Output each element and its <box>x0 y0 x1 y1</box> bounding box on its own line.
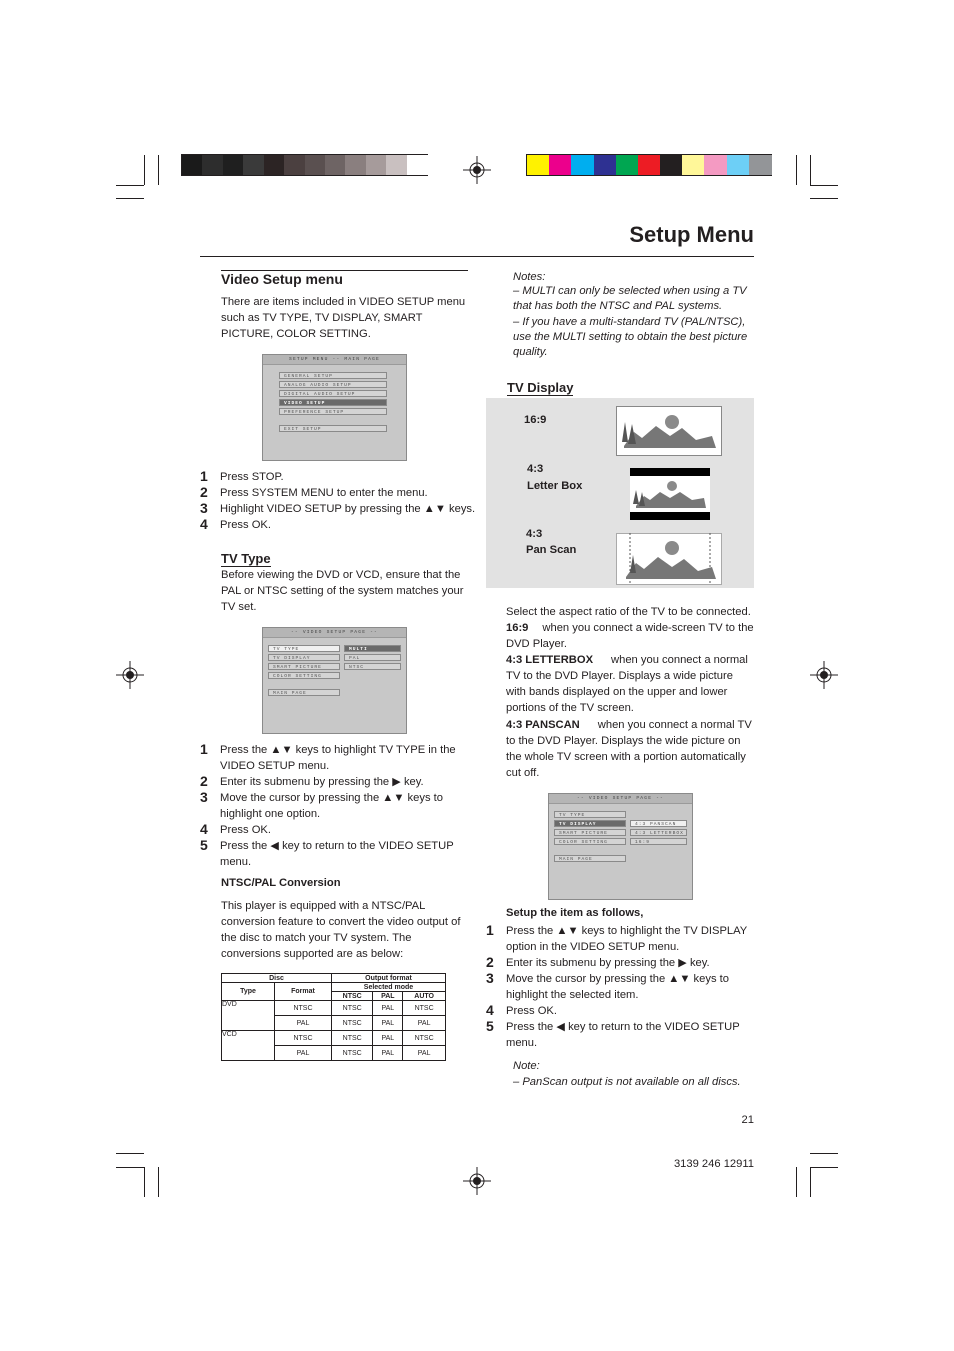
step-text: Press the ▲▼ keys to highlight the TV DISPLAY <box>506 925 748 937</box>
table-cell: NTSC <box>275 1001 332 1016</box>
step <box>200 501 480 517</box>
osd-item: MAIN PAGE <box>268 689 340 696</box>
step-number: 1 <box>200 468 208 484</box>
aspect-label: 4:3 <box>527 463 544 475</box>
table-row <box>222 1001 446 1016</box>
table-cell: PAL <box>373 1001 403 1016</box>
note-item: – MULTI can only be selected when using a TV that has both the NTSC and PAL systems. <box>513 285 747 312</box>
aspect-label: Letter Box <box>527 480 583 492</box>
color-swatch <box>660 155 683 175</box>
osd-option: 4:3 LETTERBOX <box>630 829 687 836</box>
table-header-type: Type <box>222 983 275 1001</box>
color-swatch <box>594 155 617 175</box>
registration-mark-icon <box>116 661 144 689</box>
osd-item: GENERAL SETUP <box>279 372 387 379</box>
osd-item-active: TV TYPE <box>268 645 340 652</box>
tv-type-heading: TV Type <box>221 551 271 566</box>
step <box>200 774 480 790</box>
step-number: 3 <box>200 500 208 516</box>
table-header-selected-mode: Selected mode <box>332 983 446 992</box>
color-swatch <box>305 155 326 175</box>
color-swatch <box>223 155 244 175</box>
step-text: VIDEO SETUP menu. <box>220 760 330 772</box>
step-number: 3 <box>486 970 494 986</box>
step <box>486 1003 756 1019</box>
color-swatch <box>638 155 661 175</box>
conversion-table <box>221 973 446 1061</box>
osd-item: SMART PICTURE <box>554 829 626 836</box>
step-text: Press OK. <box>220 824 271 836</box>
osd-item: COLOR SETTING <box>554 838 626 845</box>
step-text: highlight the selected item. <box>506 989 639 1001</box>
tv-display-heading: TV Display <box>507 380 574 395</box>
step <box>200 469 480 485</box>
table-header-mode: PAL <box>373 992 403 1001</box>
osd-item: MAIN PAGE <box>554 855 626 862</box>
color-swatch <box>345 155 366 175</box>
table-cell-type: VCD <box>222 1031 275 1061</box>
page-title: Setup Menu <box>629 222 754 247</box>
ntsc-pal-heading: NTSC/PAL Conversion <box>221 877 341 889</box>
osd-header: -- VIDEO SETUP PAGE -- <box>263 628 406 638</box>
grayscale-color-bar <box>181 154 428 176</box>
osd-item: ANALOG AUDIO SETUP <box>279 381 387 388</box>
aspect-label: Pan Scan <box>526 544 577 556</box>
aspect-label: 4:3 <box>526 528 543 540</box>
step-number: 1 <box>200 741 208 757</box>
step-text: highlight one option. <box>220 808 321 820</box>
step <box>486 923 756 955</box>
step <box>200 838 480 870</box>
registration-mark-icon <box>463 1167 491 1195</box>
step-text: Press SYSTEM MENU to enter the menu. <box>220 487 428 499</box>
osd-option-selected: MULTI <box>344 645 401 652</box>
osd-item: COLOR SETTING <box>268 672 340 679</box>
color-swatch <box>527 155 550 175</box>
step-number: 4 <box>200 516 208 532</box>
step-text: option in the VIDEO SETUP menu. <box>506 941 680 953</box>
osd-item: PREFERENCE SETUP <box>279 408 387 415</box>
document-code: 3139 246 12911 <box>673 1158 754 1170</box>
osd-item-selected: VIDEO SETUP <box>279 399 387 406</box>
definition-panscan <box>506 717 754 781</box>
table-cell: NTSC <box>403 1001 446 1016</box>
osd-item: TV TYPE <box>554 811 626 818</box>
table-cell: PAL <box>275 1046 332 1061</box>
color-swatch <box>366 155 387 175</box>
table-cell: NTSC <box>403 1031 446 1046</box>
table-cell: PAL <box>373 1046 403 1061</box>
table-row <box>222 1031 446 1046</box>
tv-type-intro: Before viewing the DVD or VCD, ensure that the PAL or NTSC setting of the system matches your TV set. <box>221 569 464 613</box>
note-label: Note: <box>513 1060 540 1072</box>
table-cell: PAL <box>403 1046 446 1061</box>
osd-item: DIGITAL AUDIO SETUP <box>279 390 387 397</box>
color-swatch <box>284 155 305 175</box>
step-text-block <box>220 838 454 870</box>
table-header-mode: AUTO <box>403 992 446 1001</box>
step-number: 4 <box>486 1002 494 1018</box>
osd-header: SETUP MENU -- MAIN PAGE <box>263 355 406 365</box>
color-swatch <box>243 155 264 175</box>
step-text: Press OK. <box>220 519 271 531</box>
step <box>200 822 480 838</box>
osd-item: SMART PICTURE <box>268 663 340 670</box>
step-number: 3 <box>200 789 208 805</box>
tv-display-intro: Select the aspect ratio of the TV to be connected. <box>506 606 751 618</box>
table-cell: NTSC <box>275 1031 332 1046</box>
color-swatch <box>549 155 572 175</box>
step <box>200 790 480 822</box>
step-text: Press STOP. <box>220 471 284 483</box>
process-color-bar <box>526 154 772 176</box>
panscan-picture-icon <box>616 533 722 585</box>
step-text: Press OK. <box>506 1005 557 1017</box>
color-swatch <box>325 155 346 175</box>
osd-option: NTSC <box>344 663 401 670</box>
table-cell: PAL <box>373 1031 403 1046</box>
step-text-block <box>506 971 729 1003</box>
step <box>200 742 480 774</box>
step <box>486 971 756 1003</box>
letterbox-picture-icon <box>630 468 710 520</box>
osd-item: TV DISPLAY <box>268 654 340 661</box>
definition-text: when you connect a wide-screen TV to the DVD Player. <box>506 622 754 650</box>
osd-option-active: 4:3 PANSCAN <box>630 820 687 827</box>
step-text: menu. <box>220 856 252 868</box>
step-number: 1 <box>486 922 494 938</box>
step-text: Press the ▲▼ keys to highlight TV TYPE in the <box>220 744 456 756</box>
definition-term: 16:9 <box>506 622 529 634</box>
table-header-format: Format <box>275 983 332 1001</box>
osd-option: 16:9 <box>630 838 687 845</box>
table-header-disc: Disc <box>222 974 332 983</box>
osd-header: -- VIDEO SETUP PAGE -- <box>549 794 692 804</box>
step-text: Enter its submenu by pressing the ▶ key. <box>506 957 710 969</box>
step-number: 4 <box>200 821 208 837</box>
registration-mark-icon <box>463 156 491 184</box>
registration-mark-icon <box>810 661 838 689</box>
step-text: Highlight VIDEO SETUP by pressing the ▲▼ keys. <box>220 503 476 515</box>
notes-label: Notes: <box>513 271 546 283</box>
step-text: Press the ◀ key to return to the VIDEO SETUP <box>506 1021 740 1033</box>
ntsc-pal-intro: This player is equipped with a NTSC/PAL conversion feature to convert the video output of the disc to match your TV system. The conversions supported are as below: <box>221 900 461 960</box>
widescreen-picture-icon <box>616 406 722 456</box>
color-swatch <box>616 155 639 175</box>
osd-option: PAL <box>344 654 401 661</box>
definition-text: when you connect a normal TV to the DVD Player. Displays the wide picture on the whole TV screen with a portion automatically cut off. <box>506 719 752 779</box>
step-number: 5 <box>486 1018 494 1034</box>
osd-item-selected: TV DISPLAY <box>554 820 626 827</box>
step-text-block <box>506 1019 740 1051</box>
osd-video-setup-tv-type <box>262 627 407 734</box>
definition-term: 4:3 LETTERBOX <box>506 654 594 666</box>
definition-16-9 <box>506 620 754 652</box>
step-text: Move the cursor by pressing the ▲▼ keys to <box>220 792 443 804</box>
step-number: 5 <box>200 837 208 853</box>
step-number: 2 <box>486 954 494 970</box>
color-swatch <box>264 155 285 175</box>
video-setup-intro: There are items included in VIDEO SETUP menu such as TV TYPE, TV DISPLAY, SMART PICTURE, COLOR SETTING. <box>221 296 466 340</box>
color-swatch <box>749 155 772 175</box>
step-text: Move the cursor by pressing the ▲▼ keys to <box>506 973 729 985</box>
table-header-mode: NTSC <box>332 992 373 1001</box>
color-swatch <box>727 155 750 175</box>
table-cell-type: DVD <box>222 1001 275 1031</box>
color-swatch <box>571 155 594 175</box>
color-swatch <box>202 155 223 175</box>
color-swatch <box>182 155 203 175</box>
table-cell: NTSC <box>332 1001 373 1016</box>
step-number: 2 <box>200 773 208 789</box>
step <box>486 1019 756 1051</box>
definition-text: when you connect a normal TV to the DVD Player. Displays a wide picture with bands displayed on the upper and lower portions of the TV screen. <box>506 654 748 714</box>
step-text: menu. <box>506 1037 538 1049</box>
definition-letterbox <box>506 652 754 716</box>
table-cell: PAL <box>373 1016 403 1031</box>
step <box>200 517 480 533</box>
step <box>486 955 756 971</box>
step-text: Enter its submenu by pressing the ▶ key. <box>220 776 424 788</box>
table-cell: PAL <box>275 1016 332 1031</box>
color-swatch <box>386 155 407 175</box>
step-text-block <box>506 923 747 955</box>
color-swatch <box>682 155 705 175</box>
step-text-block <box>220 790 443 822</box>
step-text-block <box>220 742 456 774</box>
color-swatch <box>704 155 727 175</box>
video-setup-heading: Video Setup menu <box>221 271 343 287</box>
table-cell: NTSC <box>332 1031 373 1046</box>
step-number: 2 <box>200 484 208 500</box>
page-number: 21 <box>741 1114 754 1126</box>
osd-item: EXIT SETUP <box>279 425 387 432</box>
color-swatch <box>407 155 428 175</box>
title-rule <box>200 256 754 257</box>
table-header-output-format: Output format <box>332 974 446 983</box>
setup-heading: Setup the item as follows, <box>506 907 644 919</box>
aspect-label: 16:9 <box>524 414 547 426</box>
osd-video-setup-tv-display <box>548 793 693 900</box>
aspect-ratio-panel <box>486 398 754 588</box>
definition-term: 4:3 PANSCAN <box>506 719 580 731</box>
note-item: – If you have a multi-standard TV (PAL/NTSC), use the MULTI setting to obtain the best picture quality. <box>513 316 748 358</box>
table-cell: NTSC <box>332 1016 373 1031</box>
osd-setup-main-page <box>262 354 407 461</box>
table-cell: PAL <box>403 1016 446 1031</box>
step <box>200 485 480 501</box>
table-cell: NTSC <box>332 1046 373 1061</box>
step-text: Press the ◀ key to return to the VIDEO SETUP <box>220 840 454 852</box>
note-item: – PanScan output is not available on all discs. <box>513 1076 741 1088</box>
